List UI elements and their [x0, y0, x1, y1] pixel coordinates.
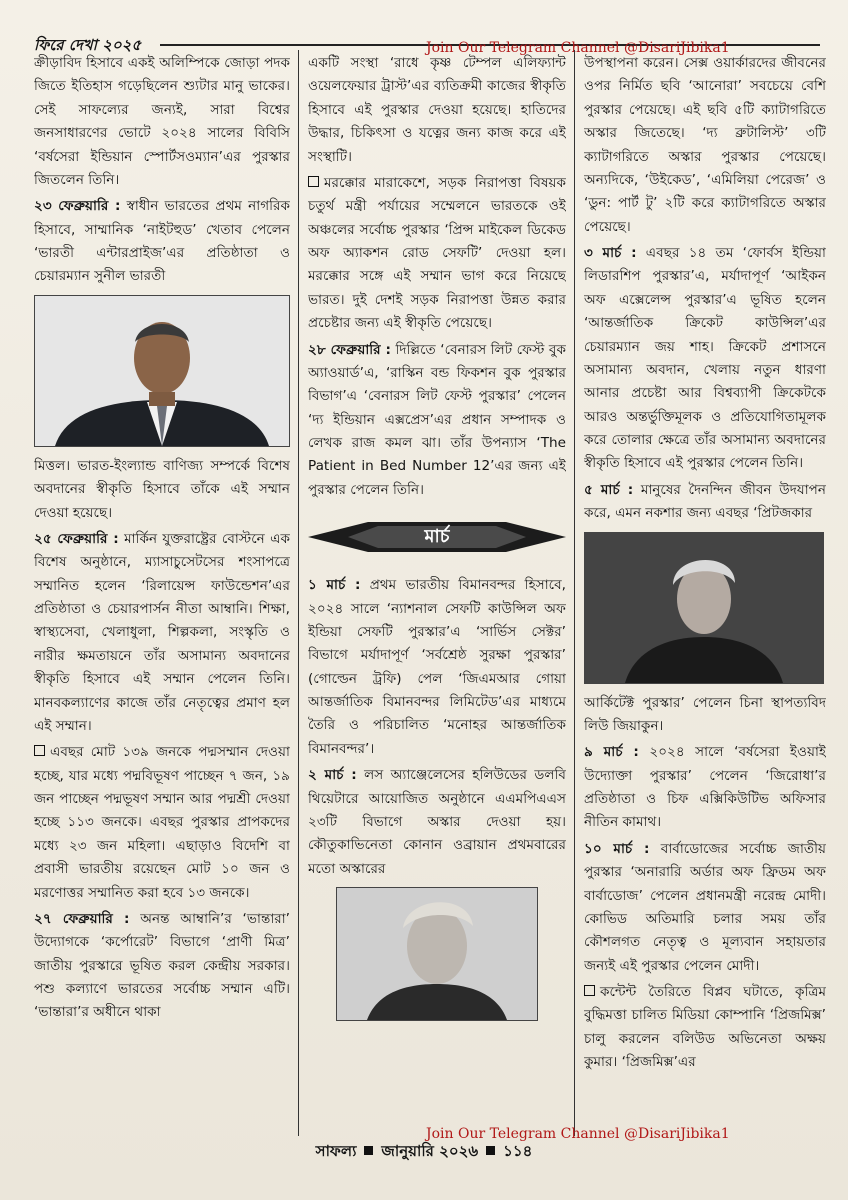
date-lead: ৩ মার্চ :	[584, 245, 637, 261]
square-bullet-icon	[308, 176, 319, 187]
date-lead: ২ মার্চ :	[308, 767, 357, 784]
month-title: মার্চ	[424, 525, 450, 547]
paragraph-text: প্রথম ভারতীয় বিমানবন্দর হিসাবে, ২০২৪ সালে ‘ন্যাশনাল সেফটি কাউন্সিল অফ ইন্ডিয়া সেফটি পুরস্কার’এ ‘সার্ভিস সেক্টর’ বিভাগে মর্যাদাপূর্ণ ‘সর্বশ্রেষ্ঠ সুরক্ষা পুরস্কার’ (গোল্ডেন ট্রফি) পেল ‘জিএমআর গোয়া আন্তর্জাতিক বিমানবন্দর লিমিটেড’এর মাধ্যমে তৈরি ও পরিচালিত ‘মনোহর আন্তর্জাতিক বিমানবন্দর’।	[308, 577, 566, 757]
paragraph-text: মানুষের দৈনন্দিন জীবন উদযাপন করে, এমন নকশার জন্য এবছর ‘প্রিটজকার	[584, 481, 826, 522]
paragraph: আর্কিটেক্ট পুরস্কার’ পেলেন চিনা স্থাপত্যবিদ লিউ জিয়াকুন।	[584, 694, 826, 734]
paragraph	[308, 764, 566, 881]
date-lead: ২৫ ফেব্রুয়ারি :	[34, 530, 119, 547]
paragraph-text: দিল্লিতে ‘বেনারস লিট ফেস্ট বুক অ্যাওয়ার্ড’এ, ‘রাস্কিন বন্ড ফিকশন বুক পুরস্কার বিভাগ’এ ‘বেনারস লিট ফেস্ট পুরস্কার’ পেলেন ‘দ্য ইন্ডিয়ান এক্সপ্রেস’এর প্রধান সম্পাদক ও লেখক রাজ কমল ঝা। তাঁর উপন্যাস ‘The Patient in Bed Number 12’এর জন্য এই পুরস্কার পেলেন তিনি।	[308, 341, 566, 498]
watermark-bottom: Join Our Telegram Channel @DisariJibika1	[426, 1126, 730, 1142]
paragraph	[584, 838, 826, 978]
column-2	[308, 52, 566, 1138]
magazine-brand: সাফল্য	[315, 1142, 357, 1160]
paragraph-text: এবছর মোট ১৩৯ জনকে পদ্মসম্মান দেওয়া হচ্ছে, যার মধ্যে পদ্মবিভূষণ পাচ্ছেন ৭ জন, ১৯ জন পাচ্ছেন পদ্মভূষণ সম্মান আর পদ্মশ্রী দেওয়া হচ্ছে ১১৩ জনকে। এবছর পুরস্কার প্রাপকদের মধ্যে ২৩ জন মহিলা। এছাড়াও বিদেশি বা প্রবাসী ভারতীয় রয়েছেন মোট ১০ জন ও মরণোত্তর সম্মানিত করা হবে ১৩ জনকে।	[34, 744, 290, 901]
column-3	[584, 52, 826, 1138]
page-number: ১১৪	[503, 1142, 533, 1160]
paragraph	[584, 242, 826, 476]
date-lead: ১০ মার্চ :	[584, 840, 650, 857]
paragraph	[34, 528, 290, 738]
running-head: ফিরে দেখা ২০২৫	[34, 36, 142, 54]
paragraph-text: ২০২৪ সালে ‘বর্ষসেরা ইওয়াই উদ্যোক্তা পুরস্কার’ পেলেন ‘জিরোধা’র প্রতিষ্ঠাতা ও চিফ এক্সিকিউটিভ অফিসার নীতিন কামাথ।	[584, 744, 826, 831]
portrait-photo-conan-obrien	[336, 887, 538, 1021]
watermark-top: Join Our Telegram Channel @DisariJibika1	[426, 40, 730, 56]
issue-date: জানুয়ারি ২০২৬	[381, 1142, 479, 1160]
date-lead: ২৩ ফেব্রুয়ারি :	[34, 198, 121, 215]
square-bullet-icon	[34, 745, 45, 756]
paragraph	[584, 479, 826, 526]
paragraph	[584, 741, 826, 835]
date-lead: ৫ মার্চ :	[584, 481, 634, 498]
paragraph-text: মার্কিন যুক্তরাষ্ট্রের বোস্টনে এক বিশেষ অনুষ্ঠানে, ম্যাসাচুসেটসের শংসাপত্রে সম্মানিত হলেন ‘রিলায়েন্স ফাউন্ডেশন’এর প্রতিষ্ঠাতা ও চেয়ারপার্সন নীতা আম্বানি। শিক্ষা, স্বাস্থ্যসেবা, খেলাধুলা, শিল্পকলা, সংস্কৃতি ও নারীর ক্ষমতায়নে তাঁর অসামান্য অবদানের স্বীকৃতি হিসাবে এই সম্মান পেলেন তিনি। মানবকল্যাণের কাজে তাঁর নেতৃত্বের প্রমাণ হল এই সম্মান।	[34, 530, 290, 734]
paragraph-text: স্বাধীন ভারতের প্রথম নাগরিক হিসাবে, সাম্মানিক ‘নাইটহুড’ খেতাব পেলেন ‘ভারতী এন্টারপ্রাইজ’এর প্রতিষ্ঠাতা ও চেয়ারম্যান সুনীল ভারতী	[34, 198, 290, 285]
paragraph	[308, 172, 566, 336]
column-divider	[574, 50, 575, 1136]
portrait-photo-sunil-mittal	[34, 295, 290, 447]
paragraph	[308, 574, 566, 761]
paragraph-text: অনন্ত আম্বানি’র ‘ভান্তারা’ উদ্যোগকে ‘কর্পোরেট’ বিভাগে ‘প্রাণী মিত্র’ জাতীয় পুরস্কারে ভূষিত করল কেন্দ্রীয় সরকার। পশু কল্যাণে ভারতের সর্বোচ্চ সম্মান এটি। ‘ভান্তারা’র অধীনে থাকা	[34, 910, 290, 1021]
month-banner	[308, 516, 566, 558]
paragraph-text: লস অ্যাঞ্জেলেসের হলিউডের ডলবি থিয়েটারে আয়োজিত অনুষ্ঠানে এএমপিএএস ২৩টি বিভাগে অস্কার দেওয়া হয়। কৌতুকাভিনেতা কোনান ওব্রায়ান প্রথমবারের মতো অস্কারের	[308, 767, 566, 877]
square-separator-icon	[364, 1146, 373, 1155]
date-lead: ১ মার্চ :	[308, 577, 361, 594]
paragraph: মিত্তল। ভারত-ইংল্যান্ড বাণিজ্য সম্পর্কে বিশেষ অবদানের স্বীকৃতি হিসাবে তাঁকে এই সম্মান দেওয়া হয়েছে।	[34, 457, 290, 521]
paragraph	[584, 981, 826, 1075]
date-lead: ৯ মার্চ :	[584, 744, 639, 761]
column-divider	[298, 50, 299, 1136]
paragraph	[34, 908, 290, 1025]
paragraph: ক্রীড়াবিদ হিসাবে একই অলিম্পিকে জোড়া পদক জিতে ইতিহাস গড়েছিলেন শ্যুটার মানু ভাকের। সেই সাফল্যের জন্যই, সারা বিশ্বের জনসাধারণের ভোটে ২০২৪ সালের বিবিসি ‘বর্ষসেরা ইন্ডিয়ান স্পোর্টসওম্যান’এর পুরস্কার জিতলেন তিনি।	[34, 55, 290, 188]
paragraph	[34, 195, 290, 289]
paragraph: একটি সংস্থা ‘রাধে কৃষ্ণ টেম্পল এলিফ্যান্ট ওয়েলফেয়ার ট্রাস্ট’এর ব্যতিক্রমী কাজের স্বীকৃতি হিসাবে এই পুরস্কার দেওয়া হয়েছে। হাতিদের উদ্ধার, চিকিৎসা ও যত্নের জন্য কাজ করে এই সংস্থাটি।	[308, 55, 566, 165]
paragraph-text: এবছর ১৪ তম ‘ফোর্বস ইন্ডিয়া লিডারশিপ পুরস্কার’এ, মর্যাদাপূর্ণ ‘আইকন অফ এক্সেলেন্স পুরস্কার’এ ভূষিত হলেন ‘আন্তর্জাতিক ক্রিকেট কাউন্সিল’এর চেয়ারম্যান জয় শাহ। ক্রিকেট প্রশাসনে অসামান্য অবদান, খেলায় নতুন ধারণা আনার প্রচেষ্টা আর বিশ্বব্যাপী ক্রিকেটকে আরও অন্তর্ভুক্তিমূলক ও প্রতিযোগিতামূলক করে তোলার ক্ষেত্রে তাঁর অসামান্য অবদানের স্বীকৃতি হিসাবে এই পুরস্কার পেলেন তিনি।	[584, 245, 826, 472]
paragraph-text: কন্টেন্ট তৈরিতে বিপ্লব ঘটাতে, কৃত্রিম বুদ্ধিমত্তা চালিত মিডিয়া কোম্পানি ‘প্রিজমিক্স’ চালু করলেন বলিউড অভিনেতা অক্ষয় কুমার। ‘প্রিজমিক্স’এর	[584, 984, 826, 1071]
paragraph-text: মরক্কোর মারাকেশে, সড়ক নিরাপত্তা বিষয়ক চতুর্থ মন্ত্রী পর্যায়ের সম্মেলনে ভারতকে ওই অঞ্চলের সর্বোচ্চ পুরস্কার ‘প্রিন্স মাইকেল ডিকেড অফ অ্যাকশন রোড সেফটি’ দেওয়া হল। মরক্কোর সঙ্গে এই সম্মান ভাগ করে নিয়েছে ভারত। দুই দেশই সড়ক নিরাপত্তা উন্নত করার প্রচেষ্টার জন্য এই স্বীকৃতি পেয়েছে।	[308, 174, 566, 332]
square-bullet-icon	[584, 985, 595, 996]
date-lead: ২৭ ফেব্রুয়ারি :	[34, 910, 130, 927]
paragraph: উপস্থাপনা করেন। সেক্স ওয়ার্কারদের জীবনের ওপর নির্মিত ছবি ‘আনোরা’ সবচেয়ে বেশি পুরস্কার পেয়েছে। এই ছবি ৫টি ক্যাটাগরিতে অস্কার জিতেছে। ‘দ্য ব্রুটালিস্ট’ ৩টি ক্যাটাগরিতে অস্কার পুরস্কার পেয়েছে। অন্যদিকে, ‘উইকেড’, ‘এমিলিয়া পেরেজ’ ও ‘ডুন: পার্ট টু’ ২টি করে ক্যাটাগরিতে অস্কার পেয়েছে।	[584, 55, 826, 235]
column-1	[34, 52, 290, 1138]
date-lead: ২৮ ফেব্রুয়ারি :	[308, 341, 391, 358]
paragraph	[34, 741, 290, 905]
paragraph	[308, 339, 566, 503]
page-footer	[0, 1140, 848, 1165]
portrait-photo-liu-jiakun	[584, 532, 824, 684]
square-separator-icon	[486, 1146, 495, 1155]
paragraph-text: বার্বাডোজের সর্বোচ্চ জাতীয় পুরস্কার ‘অনারারি অর্ডার অফ ফ্রিডম অফ বার্বাডোজ’ পেলেন প্রধানমন্ত্রী নরেন্দ্র মোদী। কোভিড অতিমারি চলার সময় তাঁর কৌশলগত নেতৃত্ব ও মূল্যবান সহায়তার জন্যই এই পুরস্কার পেলেন মোদী।	[584, 840, 826, 974]
